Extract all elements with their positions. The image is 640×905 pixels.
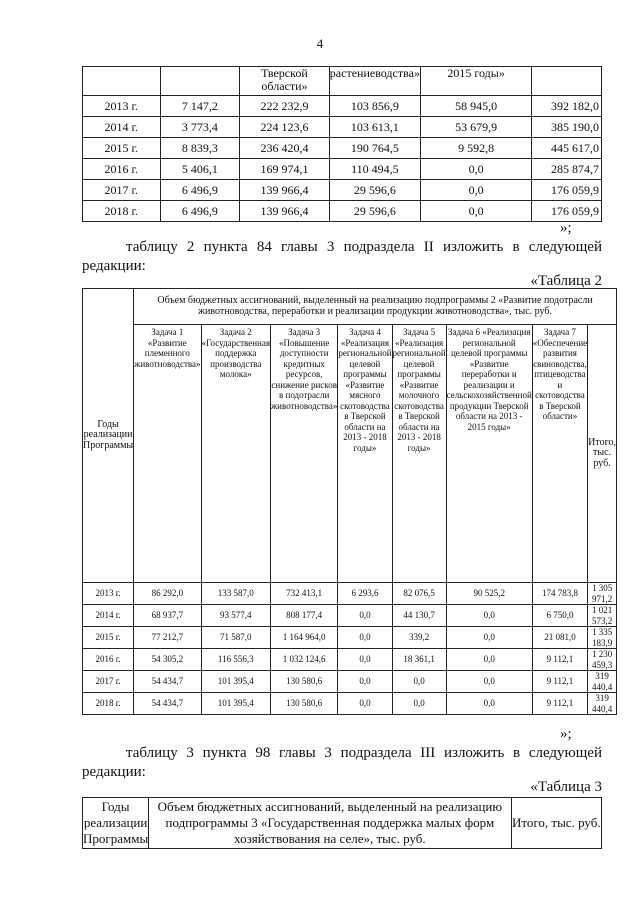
- value-cell: 0,0: [338, 671, 392, 693]
- task-header: Задача 7 «Обеспечение развития свиноводства, птицеводства и скотоводства в Тверской области»: [532, 325, 587, 583]
- header-cell: [532, 67, 602, 96]
- value-cell: 6 496,9: [160, 201, 240, 222]
- total-cell: 385 190,0: [532, 117, 602, 138]
- value-cell: 174 783,8: [532, 583, 587, 605]
- value-cell: 86 292,0: [134, 583, 201, 605]
- value-cell: 130 580,6: [270, 671, 337, 693]
- year-cell: 2016 г.: [83, 649, 134, 671]
- closing-quote: »;: [560, 726, 572, 742]
- table-row: [83, 180, 602, 201]
- table-row: [83, 605, 617, 627]
- year-cell: 2018 г.: [83, 201, 161, 222]
- value-cell: 6 750,0: [532, 605, 587, 627]
- table-header-row: [83, 798, 602, 849]
- value-cell: 0,0: [420, 159, 531, 180]
- table-row: [83, 671, 617, 693]
- value-cell: 6 496,9: [160, 180, 240, 201]
- value-cell: 0,0: [338, 649, 392, 671]
- value-cell: 116 556,3: [201, 649, 270, 671]
- value-cell: 82 076,5: [392, 583, 446, 605]
- value-cell: 5 406,1: [160, 159, 240, 180]
- value-cell: 0,0: [338, 627, 392, 649]
- total-cell: 176 059,9: [532, 180, 602, 201]
- value-cell: 103 856,9: [329, 96, 420, 117]
- value-cell: 29 596,6: [329, 180, 420, 201]
- value-cell: 110 494,5: [329, 159, 420, 180]
- year-cell: 2017 г.: [83, 180, 161, 201]
- task-header: Задача 3 «Повышение доступности кредитных ресурсов, снижение рисков в подотрасли животноводства»: [270, 325, 337, 583]
- table-row: [83, 627, 617, 649]
- span-header: Объем бюджетных ассигнований, выделенный на реализацию подпрограммы 3 «Государственная поддержка малых форм хозяйствования на селе», тыс. руб.: [149, 798, 511, 849]
- total-cell: 1 230 459,3: [588, 649, 617, 671]
- table-3: [82, 797, 602, 849]
- value-cell: 0,0: [338, 693, 392, 715]
- value-cell: 71 587,0: [201, 627, 270, 649]
- year-cell: 2014 г.: [83, 605, 134, 627]
- total-header: Итого, тыс. руб.: [588, 325, 617, 583]
- value-cell: 0,0: [446, 671, 532, 693]
- table-row: [83, 693, 617, 715]
- table-header-row: [83, 67, 602, 96]
- value-cell: 222 232,9: [240, 96, 330, 117]
- value-cell: 18 361,1: [392, 649, 446, 671]
- value-cell: 133 587,0: [201, 583, 270, 605]
- table-row: [83, 583, 617, 605]
- value-cell: 139 966,4: [240, 180, 330, 201]
- table3-label: «Таблица 3: [530, 779, 602, 795]
- value-cell: 0,0: [392, 671, 446, 693]
- table-row: [83, 96, 602, 117]
- paragraph-table3-intro: таблицу 3 пункта 98 главы 3 подраздела III изложить в следующей редакции:: [82, 745, 602, 780]
- header-cell: 2015 годы»: [420, 67, 531, 96]
- years-header: Годы реализации Программы: [83, 289, 134, 583]
- year-cell: 2017 г.: [83, 671, 134, 693]
- task-header: Задача 2 «Государственная поддержка производства молока»: [201, 325, 270, 583]
- value-cell: 130 580,6: [270, 693, 337, 715]
- value-cell: 9 112,1: [532, 671, 587, 693]
- total-cell: 1 021 573,2: [588, 605, 617, 627]
- table-2: [82, 288, 617, 715]
- value-cell: 9 112,1: [532, 693, 587, 715]
- table-row: [83, 138, 602, 159]
- year-cell: 2016 г.: [83, 159, 161, 180]
- value-cell: 224 123,6: [240, 117, 330, 138]
- value-cell: 236 420,4: [240, 138, 330, 159]
- value-cell: 3 773,4: [160, 117, 240, 138]
- total-cell: 1 305 971,2: [588, 583, 617, 605]
- year-cell: 2015 г.: [83, 627, 134, 649]
- value-cell: 0,0: [446, 649, 532, 671]
- total-cell: 392 182,0: [532, 96, 602, 117]
- value-cell: 0,0: [446, 627, 532, 649]
- table2-label: «Таблица 2: [530, 273, 602, 289]
- value-cell: 21 081,0: [532, 627, 587, 649]
- total-cell: 285 874,7: [532, 159, 602, 180]
- value-cell: 6 293,6: [338, 583, 392, 605]
- value-cell: 732 413,1: [270, 583, 337, 605]
- total-cell: 445 617,0: [532, 138, 602, 159]
- table-row: [83, 649, 617, 671]
- header-cell: [83, 67, 161, 96]
- value-cell: 90 525,2: [446, 583, 532, 605]
- table-row: [83, 201, 602, 222]
- value-cell: 58 945,0: [420, 96, 531, 117]
- value-cell: 169 974,1: [240, 159, 330, 180]
- header-cell: растениеводства»: [329, 67, 420, 96]
- total-cell: 319 440,4: [588, 671, 617, 693]
- total-cell: 1 335 183,9: [588, 627, 617, 649]
- span-header: Объем бюджетных ассигнований, выделенный на реализацию подпрограммы 2 «Развитие подотрасли животноводства, переработки и реализации продукции животноводства», тыс. руб.: [134, 289, 617, 325]
- year-cell: 2013 г.: [83, 96, 161, 117]
- year-cell: 2014 г.: [83, 117, 161, 138]
- year-cell: 2013 г.: [83, 583, 134, 605]
- value-cell: 101 395,4: [201, 693, 270, 715]
- value-cell: 29 596,6: [329, 201, 420, 222]
- value-cell: 54 305,2: [134, 649, 201, 671]
- total-header: Итого, тыс. руб.: [511, 798, 601, 849]
- year-cell: 2018 г.: [83, 693, 134, 715]
- value-cell: 7 147,2: [160, 96, 240, 117]
- value-cell: 9 592,8: [420, 138, 531, 159]
- value-cell: 68 937,7: [134, 605, 201, 627]
- value-cell: 0,0: [338, 605, 392, 627]
- value-cell: 808 177,4: [270, 605, 337, 627]
- value-cell: 0,0: [446, 693, 532, 715]
- page-number: 4: [316, 36, 324, 51]
- closing-quote: »;: [560, 220, 572, 236]
- value-cell: 8 839,3: [160, 138, 240, 159]
- value-cell: 54 434,7: [134, 671, 201, 693]
- paragraph-table2-intro: таблицу 2 пункта 84 главы 3 подраздела II изложить в следующей редакции:: [82, 239, 602, 274]
- value-cell: 139 966,4: [240, 201, 330, 222]
- years-header: Годы реализации Программы: [83, 798, 149, 849]
- table-1-continuation: [82, 66, 602, 222]
- value-cell: 93 577,4: [201, 605, 270, 627]
- total-cell: 176 059,9: [532, 201, 602, 222]
- value-cell: 54 434,7: [134, 693, 201, 715]
- value-cell: 1 032 124,6: [270, 649, 337, 671]
- value-cell: 77 212,7: [134, 627, 201, 649]
- total-cell: 319 440,4: [588, 693, 617, 715]
- value-cell: 0,0: [420, 180, 531, 201]
- header-cell: [160, 67, 240, 96]
- table-row: [83, 117, 602, 138]
- task-header: Задача 4 «Реализация региональной целевой программы «Развитие мясного скотоводства в Тверской области на 2013 - 2018 годы»: [338, 325, 392, 583]
- value-cell: 0,0: [446, 605, 532, 627]
- table-row: [83, 159, 602, 180]
- value-cell: 53 679,9: [420, 117, 531, 138]
- value-cell: 103 613,1: [329, 117, 420, 138]
- value-cell: 190 764,5: [329, 138, 420, 159]
- value-cell: 9 112,1: [532, 649, 587, 671]
- task-header: Задача 5 «Реализация региональной целевой программы «Развитие молочного скотоводства в Тверской области на 2013 - 2018 годы»: [392, 325, 446, 583]
- header-cell: Тверской области»: [240, 67, 330, 96]
- task-header: Задача 1 «Развитие племенного животноводства»: [134, 325, 201, 583]
- value-cell: 0,0: [392, 693, 446, 715]
- year-cell: 2015 г.: [83, 138, 161, 159]
- value-cell: 0,0: [420, 201, 531, 222]
- value-cell: 101 395,4: [201, 671, 270, 693]
- value-cell: 1 164 964,0: [270, 627, 337, 649]
- value-cell: 44 130,7: [392, 605, 446, 627]
- task-header: Задача 6 «Реализация региональной целевой программы «Развитие переработки и реализации и сельскохозяйственной продукции Тверской области на 2013 - 2015 годы»: [446, 325, 532, 583]
- value-cell: 339,2: [392, 627, 446, 649]
